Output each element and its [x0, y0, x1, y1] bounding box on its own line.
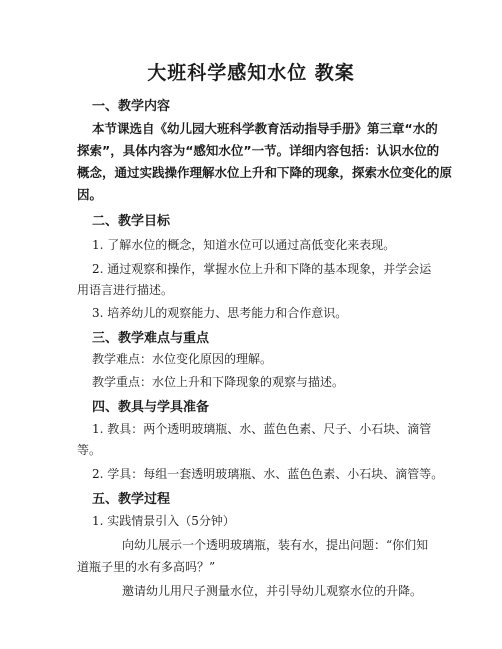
document-title: 大班科学感知水位 教案 — [147, 62, 355, 84]
process-text-continued: 道瓶子里的水有多高吗？” — [77, 560, 216, 574]
objective-item: 2. 通过观察和操作，掌握水位上升和下降的基本现象，并学会运 — [92, 262, 432, 276]
materials-item-continued: 等。 — [77, 443, 102, 457]
section-heading-process: 五、教学过程 — [92, 492, 171, 507]
difficulty-item: 教学难点：水位变化原因的理解。 — [92, 352, 273, 366]
materials-item: 2. 学具：每组一套透明玻璃瓶、水、蓝色色素、小石块、滴管等。 — [92, 467, 444, 481]
section-heading-objectives: 二、教学目标 — [92, 214, 171, 229]
objective-item: 3. 培养幼儿的观察能力、思考能力和合作意识。 — [92, 306, 348, 320]
materials-item: 1. 教具：两个透明玻璃瓶、水、蓝色色素、尺子、小石块、滴管 — [92, 422, 432, 436]
content-para-line: 概念，通过实践操作理解水位上升和下降的现象，探索水位变化的原 — [77, 165, 453, 180]
content-para-line: 探索”，具体内容为“感知水位”一节。详细内容包括：认识水位的 — [77, 143, 440, 158]
section-heading-materials: 四、教具与学具准备 — [92, 400, 210, 415]
objective-item-continued: 用语言进行描述。 — [77, 283, 174, 297]
objective-item: 1. 了解水位的概念，知道水位可以通过高低变化来表现。 — [92, 238, 396, 252]
process-text: 向幼儿展示一个透明玻璃瓶，装有水，提出问题：“你们知 — [122, 538, 429, 552]
focus-item: 教学重点：水位上升和下降现象的观察与描述。 — [92, 375, 345, 389]
section-heading-keypoints: 三、教学难点与重点 — [92, 331, 210, 346]
content-para-line: 本节课选自《幼儿园大班科学教育活动指导手册》第三章“水的 — [92, 121, 438, 136]
content-para-line: 因。 — [77, 187, 103, 202]
process-text: 邀请幼儿用尺子测量水位，并引导幼儿观察水位的升降。 — [122, 584, 423, 598]
section-heading-content: 一、教学内容 — [92, 99, 171, 114]
process-step: 1. 实践情景引入（5分钟） — [92, 514, 235, 528]
